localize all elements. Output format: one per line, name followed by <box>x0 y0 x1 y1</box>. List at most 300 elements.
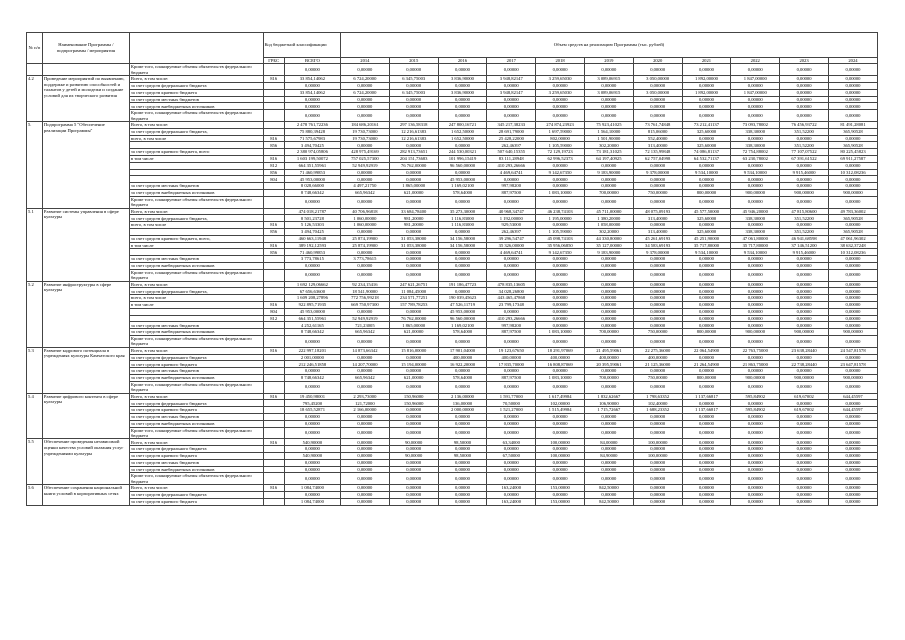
year-value: 48 075,09193 <box>633 208 682 215</box>
year-value: 0,00000 <box>340 176 389 183</box>
header-num: № п/п <box>27 33 43 64</box>
year-value: 1 892,00000 <box>682 76 731 83</box>
year-value: 3 948,82147 <box>487 89 536 96</box>
year-value: 0,00000 <box>340 228 389 235</box>
year-value: 0,00000 <box>682 427 731 439</box>
year-value: 0,00000 <box>682 103 731 110</box>
year-value: 338,30000 <box>731 228 780 235</box>
table-row <box>27 110 878 122</box>
table-row <box>27 498 878 505</box>
year-value: 345 217,38233 <box>487 122 536 129</box>
total-value: 540,90000 <box>284 439 340 446</box>
year-value: 64 532,71137 <box>682 156 731 163</box>
total-value: 0,00000 <box>284 420 340 427</box>
year-value: 0,00000 <box>438 446 487 453</box>
grbs-code <box>263 407 284 414</box>
funding-source: всего, в том числе <box>129 295 263 302</box>
total-value: 1 692 129,06662 <box>284 281 340 288</box>
year-value: 4 469,64741 <box>487 249 536 256</box>
table-row <box>27 301 878 308</box>
year-value: 106,90000 <box>584 400 633 407</box>
year-value: 0,00000 <box>682 288 731 295</box>
funding-source: Кроме того, планируемые объемы обязательств федерального бюджета <box>129 64 263 76</box>
row-number: 5.3 <box>27 347 43 393</box>
year-value: 0,00000 <box>340 142 389 149</box>
year-value: 33 684,78400 <box>389 208 438 215</box>
year-value: 18 291,97069 <box>536 347 585 354</box>
year-value: 90,00000 <box>389 439 438 446</box>
year-value: 0,00000 <box>828 413 877 420</box>
year-value: 21 495,59061 <box>584 347 633 354</box>
total-value: 0,00000 <box>284 262 340 269</box>
year-value: 1 515,49984 <box>536 407 585 414</box>
table-row <box>27 473 878 485</box>
year-value: 73 181,31025 <box>584 149 633 156</box>
year-value: 0,00000 <box>780 452 829 459</box>
year-value: 0,00000 <box>828 420 877 427</box>
year-value: 365,90528 <box>828 128 877 135</box>
year-value: 0,00000 <box>828 222 877 229</box>
year-value: 0,00000 <box>536 176 585 183</box>
funding-source: Кроме того, планируемые объемы обязательств федерального бюджета <box>129 473 263 485</box>
year-value: 0,00000 <box>682 322 731 329</box>
year-value: 14 207,70000 <box>340 361 389 368</box>
total-value: 540,90000 <box>284 452 340 459</box>
total-value: 8 748,66342 <box>284 189 340 196</box>
header-year: 2023 <box>780 58 829 64</box>
year-value: 49 783,36002 <box>828 208 877 215</box>
funding-source: Кроме того, планируемые объемы обязательств федерального бюджета <box>129 269 263 281</box>
table-row <box>27 89 878 96</box>
year-value: 721,23005 <box>340 322 389 329</box>
year-value: 0,00000 <box>633 262 682 269</box>
year-value: 0,00000 <box>682 162 731 169</box>
year-value: 0,00000 <box>536 196 585 208</box>
year-value: 150,96000 <box>389 393 438 400</box>
table-row <box>27 176 878 183</box>
total-value: 8 748,66342 <box>284 374 340 381</box>
year-value: 204 151,73683 <box>389 156 438 163</box>
table-row <box>27 413 878 420</box>
year-value: 0,00000 <box>731 281 780 288</box>
year-value: 0,00000 <box>340 269 389 281</box>
table-row <box>27 322 878 329</box>
year-value: 578,64000 <box>438 329 487 336</box>
total-value: 0,00000 <box>284 196 340 208</box>
year-value: 0,00000 <box>487 103 536 110</box>
year-value: 1 105,59000 <box>536 142 585 149</box>
year-value: 0,00000 <box>584 183 633 190</box>
year-value: 121,72000 <box>340 400 389 407</box>
grbs-code <box>263 446 284 453</box>
year-value: 84,00000 <box>584 439 633 446</box>
year-value: 244 530,00321 <box>438 149 487 156</box>
table-row <box>27 189 878 196</box>
year-value: 0,00000 <box>487 262 536 269</box>
year-value: 0,00000 <box>389 262 438 269</box>
total-value: 33 854,14062 <box>284 76 340 83</box>
year-value: 0,00000 <box>828 89 877 96</box>
year-value: 0,00000 <box>438 249 487 256</box>
year-value: 0,00000 <box>633 315 682 322</box>
year-value: 997,98200 <box>487 322 536 329</box>
year-value: 0,00000 <box>487 256 536 263</box>
year-value: 0,00000 <box>584 281 633 288</box>
total-value: 922 895,71935 <box>284 301 340 308</box>
year-value: 0,00000 <box>584 162 633 169</box>
year-value: 0,00000 <box>731 354 780 361</box>
year-value: 35 956,06850 <box>536 242 585 249</box>
year-value: 0,00000 <box>731 381 780 393</box>
year-value: 0,00000 <box>584 288 633 295</box>
year-value: 400,00000 <box>633 354 682 361</box>
year-value: 0,00000 <box>682 420 731 427</box>
table-row <box>27 242 878 249</box>
year-value: 0,00000 <box>340 427 389 439</box>
year-value: 44 330,80000 <box>584 235 633 242</box>
year-value: 0,00000 <box>780 446 829 453</box>
year-value: 665,96342 <box>340 189 389 196</box>
year-value: 0,00000 <box>584 295 633 302</box>
year-value: 757 025,57300 <box>340 156 389 163</box>
year-value: 46 238,74103 <box>536 208 585 215</box>
year-value: 1 652,50000 <box>438 135 487 142</box>
table-row <box>27 347 878 354</box>
year-value: 365,90528 <box>828 228 877 235</box>
grbs-code <box>263 64 284 76</box>
year-value: 0,00000 <box>536 473 585 485</box>
year-value: 900,00000 <box>828 329 877 336</box>
year-value: 191 186,47723 <box>438 281 487 288</box>
year-value: 0,00000 <box>633 162 682 169</box>
year-value: 0,00000 <box>828 64 877 76</box>
header-code: Код бюджетной классификации <box>263 33 340 58</box>
grbs-code: 812 <box>263 162 284 169</box>
year-value: 39 296,54747 <box>487 235 536 242</box>
year-value: 98,50000 <box>438 452 487 459</box>
year-value: 6 345,75003 <box>389 76 438 83</box>
year-value: 0,00000 <box>633 308 682 315</box>
year-value: 0,00000 <box>633 96 682 103</box>
year-value: 52 949,92919 <box>340 315 389 322</box>
year-value: 0,00000 <box>780 498 829 505</box>
year-value: 67 391,61522 <box>780 156 829 163</box>
year-value: 0,00000 <box>487 64 536 76</box>
year-value: 190 039,45623 <box>438 295 487 302</box>
year-value: 0,00000 <box>828 76 877 83</box>
year-value: 11 084,45000 <box>389 288 438 295</box>
year-value: 0,00000 <box>438 96 487 103</box>
year-value: 0,00000 <box>536 446 585 453</box>
year-value: 0,00000 <box>682 135 731 142</box>
header-volume: Объем средств на реализацию Программы (тыс. рублей) <box>340 33 877 58</box>
funding-source <box>129 169 263 176</box>
year-value: 83 111,28948 <box>487 156 536 163</box>
year-value: 0,00000 <box>584 459 633 466</box>
funding-source: за счет средств федерального бюджета <box>129 354 263 361</box>
year-value: 262,46397 <box>487 228 536 235</box>
year-value: 9 142,67350 <box>536 249 585 256</box>
table-row <box>27 222 878 229</box>
year-value: 578,64000 <box>438 189 487 196</box>
year-value: 73 093,78002 <box>731 122 780 129</box>
year-value: 0,00000 <box>780 135 829 142</box>
year-value: 313,40000 <box>633 142 682 149</box>
year-value: 1 521,27000 <box>487 407 536 414</box>
year-value: 0,00000 <box>780 288 829 295</box>
year-value: 1 060,00000 <box>340 222 389 229</box>
year-value: 0,00000 <box>828 301 877 308</box>
total-value: 2 001,00000 <box>284 354 340 361</box>
grbs-code: 856 <box>263 228 284 235</box>
total-value: 0,00000 <box>284 413 340 420</box>
total-value: 33 854,14062 <box>284 89 340 96</box>
year-value: 0,00000 <box>731 485 780 492</box>
year-value: 0,00000 <box>780 335 829 347</box>
year-value: 0,00000 <box>438 420 487 427</box>
table-row <box>27 256 878 263</box>
year-value: 0,00000 <box>780 103 829 110</box>
year-value: 0,00000 <box>731 110 780 122</box>
year-value: 1 105,59000 <box>536 228 585 235</box>
year-value: 102,40000 <box>633 400 682 407</box>
table-row <box>27 149 878 156</box>
funding-source <box>129 315 263 322</box>
year-value: 0,00000 <box>438 228 487 235</box>
year-value: 0,00000 <box>487 96 536 103</box>
year-value: 0,00000 <box>828 322 877 329</box>
year-value: 0,00000 <box>438 466 487 473</box>
total-value: 664 351,55961 <box>284 162 340 169</box>
total-value: 45 953,00000 <box>284 308 340 315</box>
year-value: 0,00000 <box>682 413 731 420</box>
year-value: 0,00000 <box>828 295 877 302</box>
year-value: 0,00000 <box>682 295 731 302</box>
total-value: 3 494,70425 <box>284 142 340 149</box>
year-value: 0,00000 <box>682 301 731 308</box>
year-value: 0,00000 <box>389 83 438 90</box>
row-number: 4.2 <box>27 76 43 122</box>
year-value: 0,00000 <box>438 459 487 466</box>
year-value: 0,00000 <box>438 368 487 375</box>
total-value: 67 656,63600 <box>284 288 340 295</box>
table-row <box>27 76 878 83</box>
year-value: 0,00000 <box>438 196 487 208</box>
year-value: 0,00000 <box>780 322 829 329</box>
year-value: 0,00000 <box>340 446 389 453</box>
year-value: 900,00000 <box>828 374 877 381</box>
year-value: 772 756,99218 <box>340 295 389 302</box>
funding-source: за счет средств местных бюджетов <box>129 413 263 420</box>
year-value: 0,00000 <box>633 427 682 439</box>
year-value: 0,00000 <box>780 183 829 190</box>
year-value: 0,00000 <box>389 473 438 485</box>
year-value: 0,00000 <box>536 256 585 263</box>
year-value: 9 534,10000 <box>731 169 780 176</box>
year-value: 0,00000 <box>682 96 731 103</box>
year-value: 34 156,58000 <box>438 235 487 242</box>
funding-source: в том числе <box>129 301 263 308</box>
year-value: 0,00000 <box>633 446 682 453</box>
year-value: 0,00000 <box>584 473 633 485</box>
funding-source: за счет средств федерального бюджета <box>129 491 263 498</box>
year-value: 0,00000 <box>389 228 438 235</box>
year-value: 0,00000 <box>536 222 585 229</box>
year-value: 0,00000 <box>828 135 877 142</box>
year-value: 0,00000 <box>536 368 585 375</box>
funding-source: за счет средств краевого бюджета, всего, <box>129 235 263 242</box>
row-number: 5.1 <box>27 208 43 281</box>
year-value: 0,00000 <box>682 196 731 208</box>
total-value: 0,00000 <box>284 368 340 375</box>
year-value: 35 273,30000 <box>438 208 487 215</box>
year-value: 0,00000 <box>828 162 877 169</box>
year-value: 0,00000 <box>487 420 536 427</box>
grbs-code <box>263 149 284 156</box>
year-value: 400,00000 <box>584 354 633 361</box>
year-value: 0,00000 <box>780 427 829 439</box>
year-value: 15 194,00000 <box>389 361 438 368</box>
total-value: 0,00000 <box>284 427 340 439</box>
year-value: 410 293,26666 <box>487 315 536 322</box>
year-value: 0,00000 <box>731 439 780 446</box>
program-name: Проведение мероприятий по выявлению, поддержке и развитию способностей и талантов у детей и молодежи и создание условий для их творческого развития <box>42 76 129 122</box>
year-value: 0,00000 <box>487 413 536 420</box>
funding-source: за счет средств местных бюджетов <box>129 322 263 329</box>
year-value: 887,97500 <box>487 329 536 336</box>
table-row <box>27 288 878 295</box>
year-value: 0,00000 <box>438 64 487 76</box>
year-value: 0,00000 <box>584 322 633 329</box>
grbs-code <box>263 269 284 281</box>
year-value: 96 560,00000 <box>438 162 487 169</box>
year-value: 100,00000 <box>536 452 585 459</box>
year-value: 0,00000 <box>780 269 829 281</box>
year-value: 0,00000 <box>731 256 780 263</box>
year-value: 665,96342 <box>340 329 389 336</box>
year-value: 0,00000 <box>828 110 877 122</box>
year-value: 1 083,10000 <box>536 374 585 381</box>
year-value: 90,00000 <box>389 452 438 459</box>
year-value: 84,90000 <box>584 452 633 459</box>
table-row <box>27 228 878 235</box>
grbs-code <box>263 128 284 135</box>
year-value: 0,00000 <box>584 413 633 420</box>
year-value: 19 730,73000 <box>340 128 389 135</box>
year-value: 102,00000 <box>536 400 585 407</box>
year-value: 0,00000 <box>389 485 438 492</box>
year-value: 9 915,46000 <box>780 169 829 176</box>
year-value: 0,00000 <box>731 498 780 505</box>
year-value: 35 717,80000 <box>731 242 780 249</box>
funding-source: Всего, в том числе: <box>129 347 263 354</box>
year-value: 0,00000 <box>731 196 780 208</box>
grbs-code <box>263 256 284 263</box>
year-value: 1 865,00000 <box>389 322 438 329</box>
total-value: 4 252,61165 <box>284 322 340 329</box>
year-value: 0,00000 <box>389 420 438 427</box>
year-value: 1 083,10000 <box>536 189 585 196</box>
year-value: 0,00000 <box>389 498 438 505</box>
header-name: Наименование Программы / подпрограммы / мероприятия <box>42 33 129 64</box>
year-value: 0,00000 <box>633 322 682 329</box>
year-value: 802,00000 <box>536 135 585 142</box>
year-value: 365,90528 <box>828 142 877 149</box>
year-value: 325,60000 <box>682 128 731 135</box>
grbs-code: 816 <box>263 156 284 163</box>
year-value: 351,52200 <box>780 128 829 135</box>
year-value: 0,00000 <box>487 491 536 498</box>
year-value: 0,00000 <box>389 249 438 256</box>
year-value: 0,00000 <box>780 491 829 498</box>
year-value: 621,00000 <box>389 329 438 336</box>
year-value: 0,00000 <box>438 269 487 281</box>
year-value: 0,00000 <box>389 407 438 414</box>
funding-source <box>129 249 263 256</box>
year-value: 274 874,23923 <box>536 122 585 129</box>
funding-source: за счет средств внебюджетных источников <box>129 329 263 336</box>
total-value: 0,00000 <box>284 110 340 122</box>
funding-source: Кроме того, планируемые объемы обязательств федерального бюджета <box>129 427 263 439</box>
grbs-code <box>263 473 284 485</box>
year-value: 0,00000 <box>633 491 682 498</box>
year-value: 1 652,50000 <box>438 128 487 135</box>
year-value: 0,00000 <box>389 459 438 466</box>
table-row <box>27 400 878 407</box>
table-row <box>27 135 878 142</box>
header-year: 2024 <box>828 58 877 64</box>
funding-source: за счет средств краевого бюджета <box>129 407 263 414</box>
year-value: 0,00000 <box>389 427 438 439</box>
year-value: 0,00000 <box>340 413 389 420</box>
year-value: 325,60000 <box>682 228 731 235</box>
year-value: 0,00000 <box>731 459 780 466</box>
year-value: 40 706,96818 <box>340 208 389 215</box>
grbs-code <box>263 83 284 90</box>
total-value: 1 084,74000 <box>284 498 340 505</box>
table-row <box>27 183 878 190</box>
year-value: 0,00000 <box>389 381 438 393</box>
year-value: 100,00000 <box>633 439 682 446</box>
year-value: 153,00000 <box>536 498 585 505</box>
total-value: 18 655,52871 <box>284 407 340 414</box>
year-value: 21 863,75000 <box>731 361 780 368</box>
table-row <box>27 142 878 149</box>
table-row <box>27 208 878 215</box>
year-value: 40 968,34747 <box>487 208 536 215</box>
grbs-code <box>263 96 284 103</box>
year-value: 0,00000 <box>633 473 682 485</box>
total-value: 0,00000 <box>284 459 340 466</box>
grbs-code: 816 <box>263 222 284 229</box>
year-value: 0,00000 <box>828 498 877 505</box>
year-value: 0,00000 <box>389 256 438 263</box>
table-row <box>27 427 878 439</box>
year-value: 0,00000 <box>828 308 877 315</box>
funding-source: за счет средств федерального бюджета, <box>129 215 263 222</box>
year-value: 0,00000 <box>438 103 487 110</box>
year-value: 410 293,26666 <box>487 162 536 169</box>
funding-source: Кроме того, планируемые объемы обязательств федерального бюджета <box>129 110 263 122</box>
year-value: 0,00000 <box>828 466 877 473</box>
year-value: 900,00000 <box>828 189 877 196</box>
year-value: 34 028,26800 <box>487 288 536 295</box>
year-value: 6 724,20000 <box>340 76 389 83</box>
year-value: 0,00000 <box>584 466 633 473</box>
year-value: 9 534,10000 <box>682 169 731 176</box>
total-value: 0,00000 <box>284 64 340 76</box>
year-value: 0,00000 <box>340 485 389 492</box>
